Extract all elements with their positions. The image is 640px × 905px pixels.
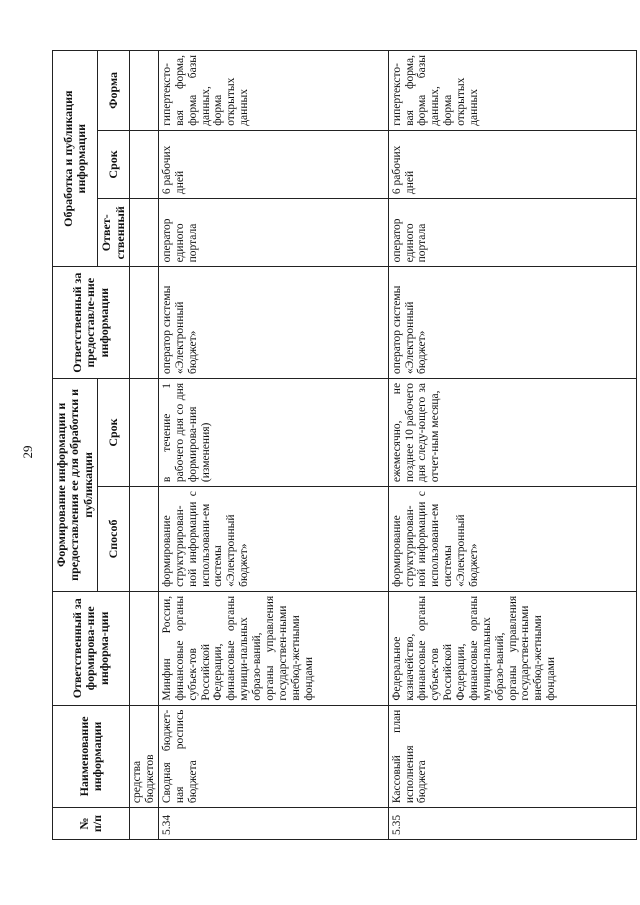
row-num: 5.35 [388, 808, 636, 840]
row-resp-form: Федеральное казначейство, финансовые органы субъек-тов Российской Федерации, финансовые органы муници-пальных образо-ваний, органы управления государствен-ными внебюд-жетными фондами [388, 591, 636, 705]
page-number: 29 [20, 445, 35, 459]
row-method: формирование структурирован-ной информации с использовани-ем системы «Электронный бюджет» [388, 487, 636, 592]
row-proc-resp: оператор единого портала [158, 199, 388, 267]
row-proc-form: гипертексто-вая форма, форма базы данных, форма открытых данных [158, 51, 388, 131]
rotated-page [52, 50, 637, 840]
row-proc-term: 6 рабочих дней [158, 130, 388, 198]
carry-cell [130, 808, 159, 840]
header-num: № п/п [53, 808, 130, 840]
header-term: Срок [98, 378, 130, 486]
carry-cell [130, 130, 159, 198]
header-proc-form: Форма [98, 51, 130, 131]
carry-cell [130, 378, 159, 486]
header-forming-group: Формирование информации и предоставления ее для обработки и публикации [53, 378, 98, 591]
header-resp-form: Ответственный за формирова-ние информа-ции [53, 591, 130, 705]
carry-cell [130, 51, 159, 131]
row-proc-resp: оператор единого портала [388, 199, 636, 267]
header-proc-resp: Ответ-ственный [98, 199, 130, 267]
row-resp-provide: оператор системы «Электронный бюджет» [158, 267, 388, 379]
header-name: Наименование информации [53, 705, 130, 807]
table-row [388, 51, 636, 840]
row-proc-term: 6 рабочих дней [388, 130, 636, 198]
carry-cell [130, 267, 159, 379]
header-proc-term: Срок [98, 130, 130, 198]
header-resp-provide: Ответственный за предоставле-ние информации [53, 267, 130, 379]
row-resp-provide: оператор системы «Электронный бюджет» [388, 267, 636, 379]
header-row-1 [53, 51, 98, 840]
table-row [158, 51, 388, 840]
table-container [52, 50, 637, 840]
header-processing-group: Обработка и публикация информации [53, 51, 98, 267]
row-name: Кассовый план исполнения бюджета [388, 705, 636, 807]
carry-name: средства бюджетов [130, 705, 159, 807]
info-table [52, 50, 637, 840]
carry-cell [130, 487, 159, 592]
carry-row [130, 51, 159, 840]
row-name: Сводная бюджет-ная роспись бюджета [158, 705, 388, 807]
row-term: ежемесячно, не позднее 10 рабочего дня следу-ющего за отчет-ным месяца, [388, 378, 636, 486]
row-proc-form: гипертексто-вая форма, форма базы данных, форма открытых данных [388, 51, 636, 131]
header-method: Способ [98, 487, 130, 592]
carry-cell [130, 199, 159, 267]
row-resp-form: Минфин России, финансовые органы субъек-тов Российской Федерации, финансовые органы муници-пальных образо-ваний, органы управления государствен-ными внебюд-жетными фондами [158, 591, 388, 705]
row-num: 5.34 [158, 808, 388, 840]
carry-cell [130, 591, 159, 705]
row-term: в течение 1 рабочего дня со дня формирова-ния (изменения) [158, 378, 388, 486]
row-method: формирование структурирован-ной информации с использовани-ем системы «Электронный бюджет» [158, 487, 388, 592]
